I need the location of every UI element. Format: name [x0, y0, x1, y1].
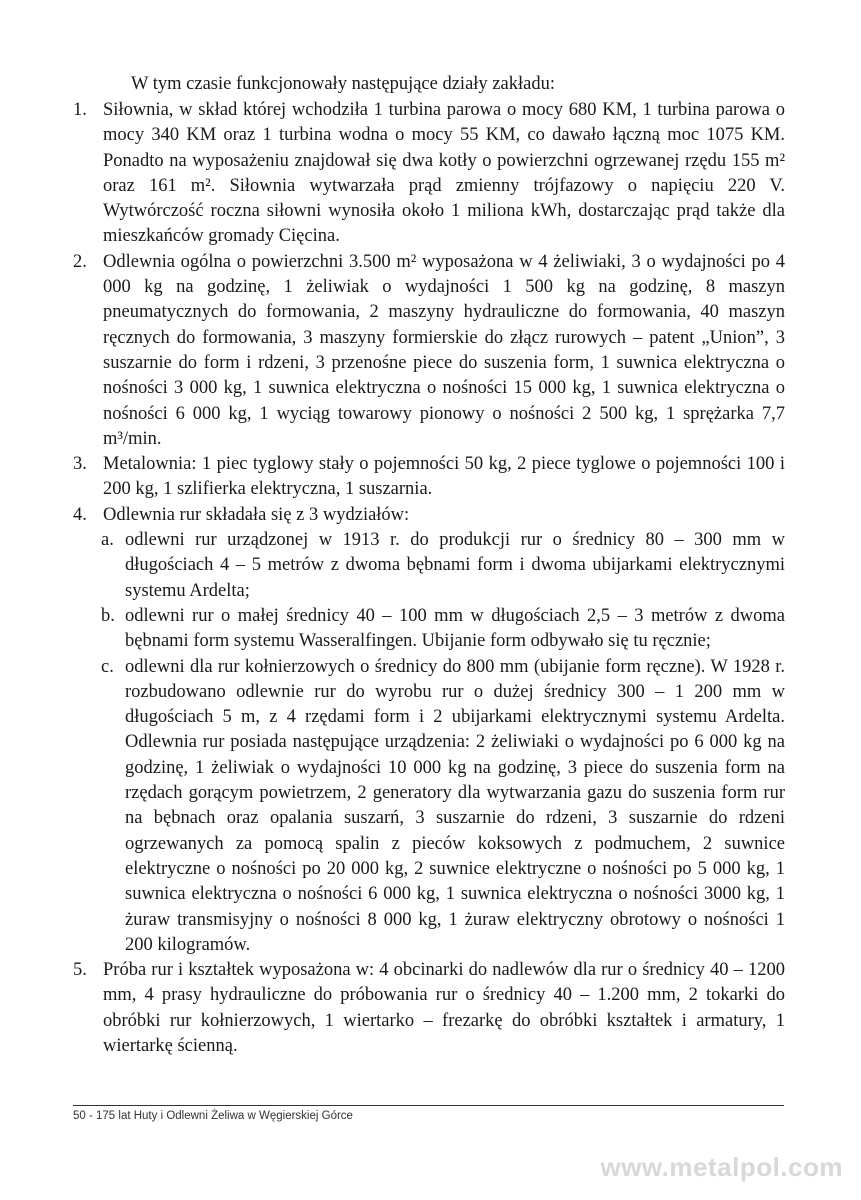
sub-item-letter: c.	[101, 656, 114, 677]
intro-paragraph: W tym czasie funkcjonowały następujące działy zakładu:	[131, 74, 555, 94]
item-text: Odlewnia ogólna o powierzchni 3.500 m² wyposażona w 4 żeliwiaki, 3 o wydajności po 4 000 kg na godzinę, 1 żeliwiak o wydajności 1 500 kg na godzinę, 8 maszyn pneumatycznych do formowania, 2 maszyny hydrauliczne do formowania, 40 maszyn ręcznych do formowania, 3 maszyny formierskie do złącz rurowych – patent „Union”, 3 suszarnie do form i rdzeni, 3 przenośne piece do suszenia form, 1 suwnica elektryczna o nośności 3 000 kg, 1 suwnica elektryczna o nośności 15 000 kg, 1 suwnica elektryczna o nośności 6 000 kg, 1 wyciąg towarowy pionowy o nośności 2 500 kg, 1 sprężarka 7,7 m³/min.	[103, 251, 785, 449]
footer-divider	[73, 1105, 784, 1106]
item-text: Odlewnia rur składała się z 3 wydziałów:	[103, 504, 410, 525]
list-item	[73, 503, 785, 528]
sub-list-item	[73, 655, 785, 959]
list-item	[73, 958, 785, 1059]
sub-list-item	[73, 604, 785, 655]
list-item	[73, 250, 785, 452]
sub-item-letter: a.	[101, 530, 114, 551]
list-item	[73, 452, 785, 503]
item-number: 3.	[73, 454, 87, 475]
departments-list	[73, 98, 785, 1059]
sub-item-letter: b.	[101, 605, 115, 626]
watermark: www.metalpol.com	[600, 1152, 843, 1182]
item-number: 4.	[73, 504, 87, 525]
item-text: Metalownia: 1 piec tyglowy stały o pojemności 50 kg, 2 piece tyglowe o pojemności 100 i 200 kg, 1 szlifierka elektryczna, 1 suszarnia.	[103, 454, 785, 500]
sub-list	[73, 528, 785, 958]
page-footer: 50 - 175 lat Huty i Odlewni Żeliwa w Węgierskiej Górce	[73, 1110, 353, 1122]
item-number: 5.	[73, 960, 87, 981]
item-text: Próba rur i kształtek wyposażona w: 4 obcinarki do nadlewów dla rur o średnicy 40 – 1200 mm, 4 prasy hydrauliczne do próbowania rur o średnicy 40 – 1.200 mm, 2 tokarki do obróbki rur kołnierzowych, 1 wiertarko – frezarkę do obróbki kształtek i armatury, 1 wiertarkę ścienną.	[103, 960, 785, 1056]
sub-list-item	[73, 528, 785, 604]
sub-item-text: odlewni rur urządzonej w 1913 r. do produkcji rur o średnicy 80 – 300 mm w długościach 4 – 5 metrów z dwoma bębnami form i dwoma ubijarkami elektrycznymi systemu Ardelta;	[125, 530, 785, 601]
item-number: 2.	[73, 251, 87, 272]
sub-list-container	[73, 528, 785, 958]
list-item	[73, 98, 785, 250]
sub-item-text: odlewni dla rur kołnierzowych o średnicy do 800 mm (ubijanie form ręczne). W 1928 r. rozbudowano odlewnie rur do wyrobu rur o dużej średnicy 300 – 1 200 mm w długościach 5 m, z 4 rzędami form i 2 ubijarkami elektrycznymi systemu Ardelta. Odlewnia rur posiada następujące urządzenia: 2 żeliwiaki o wydajności po 6 000 kg na godzinę, 1 żeliwiak o wydajności 10 000 kg na godzinę, 3 piece do suszenia form na rzędach gorącym powietrzem, 2 generatory dla wytwarzania gazu do suszenia form rur na bębnach oraz opalania suszarń, 3 suszarnie do rdzeni, 3 suszarnie do rdzeni ogrzewanych za pomocą spalin z pieców koksowych z podmuchem, 2 suwnice elektryczne o nośności po 20 000 kg, 2 suwnice elektryczne o nośności po 5 000 kg, 1 suwnica elektryczna o nośności 6 000 kg, 1 suwnica elektryczna o nośności 3000 kg, 1 żuraw transmisyjny o nośności 8 000 kg, 1 żuraw elektryczny obrotowy o nośności 1 200 kilogramów.	[125, 656, 785, 955]
item-number: 1.	[73, 100, 87, 120]
item-text: Siłownia, w skład której wchodziła 1 turbina parowa o mocy 680 KM, 1 turbina parowa o mocy 340 KM oraz 1 turbina wodna o mocy 55 KM, co dawało łączną moc 1075 KM. Ponadto na wyposażeniu znajdował się dwa kotły o powierzchni ogrzewanej rzędu 155 m² oraz 161 m². Siłownia wytwarzała prąd zmienny trójfazowy o napięciu 220 V. Wytwórczość roczna siłowni wynosiła około 1 miliona kWh, dostarczając prąd także dla mieszkańców gromady Cięcina.	[103, 100, 785, 247]
sub-item-text: odlewni rur o małej średnicy 40 – 100 mm w długościach 2,5 – 3 metrów z dwoma bębnami form systemu Wasseralfingen. Ubijanie form odbywało się tu ręcznie;	[125, 605, 785, 652]
